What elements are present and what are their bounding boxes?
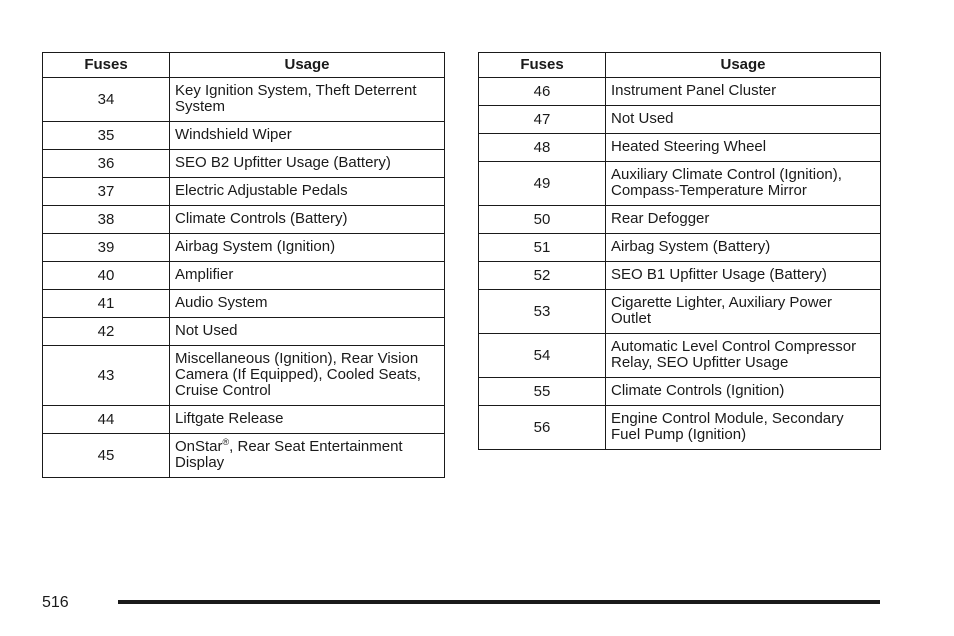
fuse-number: 40 [43, 262, 170, 290]
table-row [479, 162, 881, 206]
fuse-usage: Audio System [170, 290, 445, 318]
table-row [479, 106, 881, 134]
fuse-usage-text: OnStar [175, 438, 223, 455]
table-row [479, 290, 881, 334]
fuse-table-right [478, 52, 881, 450]
fuse-table-left [42, 52, 445, 478]
fuse-number: 46 [479, 78, 606, 106]
fuse-number: 49 [479, 162, 606, 206]
table-row [43, 346, 445, 406]
table-row [479, 262, 881, 290]
registered-mark: ® [222, 437, 230, 447]
fuses-column-header: Fuses [43, 53, 170, 78]
fuse-number: 48 [479, 134, 606, 162]
fuse-number: 52 [479, 262, 606, 290]
table-row [43, 78, 445, 122]
fuse-usage: Instrument Panel Cluster [606, 78, 881, 106]
table-row [479, 406, 881, 450]
footer-rule [118, 600, 880, 604]
fuse-usage: Heated Steering Wheel [606, 134, 881, 162]
fuse-number: 35 [43, 122, 170, 150]
table-row [479, 378, 881, 406]
fuse-usage-text: , Rear Seat Entertainment Display [175, 438, 403, 471]
fuse-number: 56 [479, 406, 606, 450]
fuse-number: 45 [43, 434, 170, 478]
fuse-usage: Climate Controls (Ignition) [606, 378, 881, 406]
fuse-usage: Airbag System (Battery) [606, 234, 881, 262]
table-row [43, 178, 445, 206]
usage-column-header: Usage [170, 53, 445, 78]
table-row [43, 406, 445, 434]
fuse-number: 44 [43, 406, 170, 434]
fuse-number: 50 [479, 206, 606, 234]
fuse-usage: Airbag System (Ignition) [170, 234, 445, 262]
table-row [43, 434, 445, 478]
fuse-usage: Not Used [170, 318, 445, 346]
table-row [479, 206, 881, 234]
fuse-usage: Engine Control Module, Secondary Fuel Pump (Ignition) [606, 406, 881, 450]
table-row [43, 122, 445, 150]
table-header-row [479, 53, 881, 78]
page-number: 516 [42, 594, 69, 611]
fuse-number: 54 [479, 334, 606, 378]
fuse-usage: SEO B1 Upfitter Usage (Battery) [606, 262, 881, 290]
table-row [43, 150, 445, 178]
table-row [43, 262, 445, 290]
fuse-usage: SEO B2 Upfitter Usage (Battery) [170, 150, 445, 178]
usage-column-header: Usage [606, 53, 881, 78]
table-header-row [43, 53, 445, 78]
fuse-usage: Miscellaneous (Ignition), Rear Vision Camera (If Equipped), Cooled Seats, Cruise Control [170, 346, 445, 406]
fuse-usage: Amplifier [170, 262, 445, 290]
fuse-usage: Electric Adjustable Pedals [170, 178, 445, 206]
table-row [43, 234, 445, 262]
fuse-number: 53 [479, 290, 606, 334]
fuse-number: 37 [43, 178, 170, 206]
table-row [479, 334, 881, 378]
table-row [479, 78, 881, 106]
table-row [43, 290, 445, 318]
fuse-number: 39 [43, 234, 170, 262]
fuse-number: 42 [43, 318, 170, 346]
fuse-usage: Liftgate Release [170, 406, 445, 434]
fuse-number: 41 [43, 290, 170, 318]
fuse-usage: Windshield Wiper [170, 122, 445, 150]
fuse-usage: Climate Controls (Battery) [170, 206, 445, 234]
table-row [479, 234, 881, 262]
table-row [43, 206, 445, 234]
fuse-usage: Cigarette Lighter, Auxiliary Power Outlet [606, 290, 881, 334]
fuse-number: 51 [479, 234, 606, 262]
fuses-column-header: Fuses [479, 53, 606, 78]
fuse-usage: Rear Defogger [606, 206, 881, 234]
fuse-usage: Auxiliary Climate Control (Ignition), Compass-Temperature Mirror [606, 162, 881, 206]
fuse-number: 47 [479, 106, 606, 134]
table-row [43, 318, 445, 346]
fuse-number: 36 [43, 150, 170, 178]
fuse-number: 55 [479, 378, 606, 406]
fuse-usage: Key Ignition System, Theft Deterrent System [170, 78, 445, 122]
fuse-number: 43 [43, 346, 170, 406]
fuse-usage: Automatic Level Control Compressor Relay, SEO Upfitter Usage [606, 334, 881, 378]
fuse-number: 34 [43, 78, 170, 122]
fuse-usage [170, 434, 445, 478]
fuse-number: 38 [43, 206, 170, 234]
fuse-usage: Not Used [606, 106, 881, 134]
table-row [479, 134, 881, 162]
